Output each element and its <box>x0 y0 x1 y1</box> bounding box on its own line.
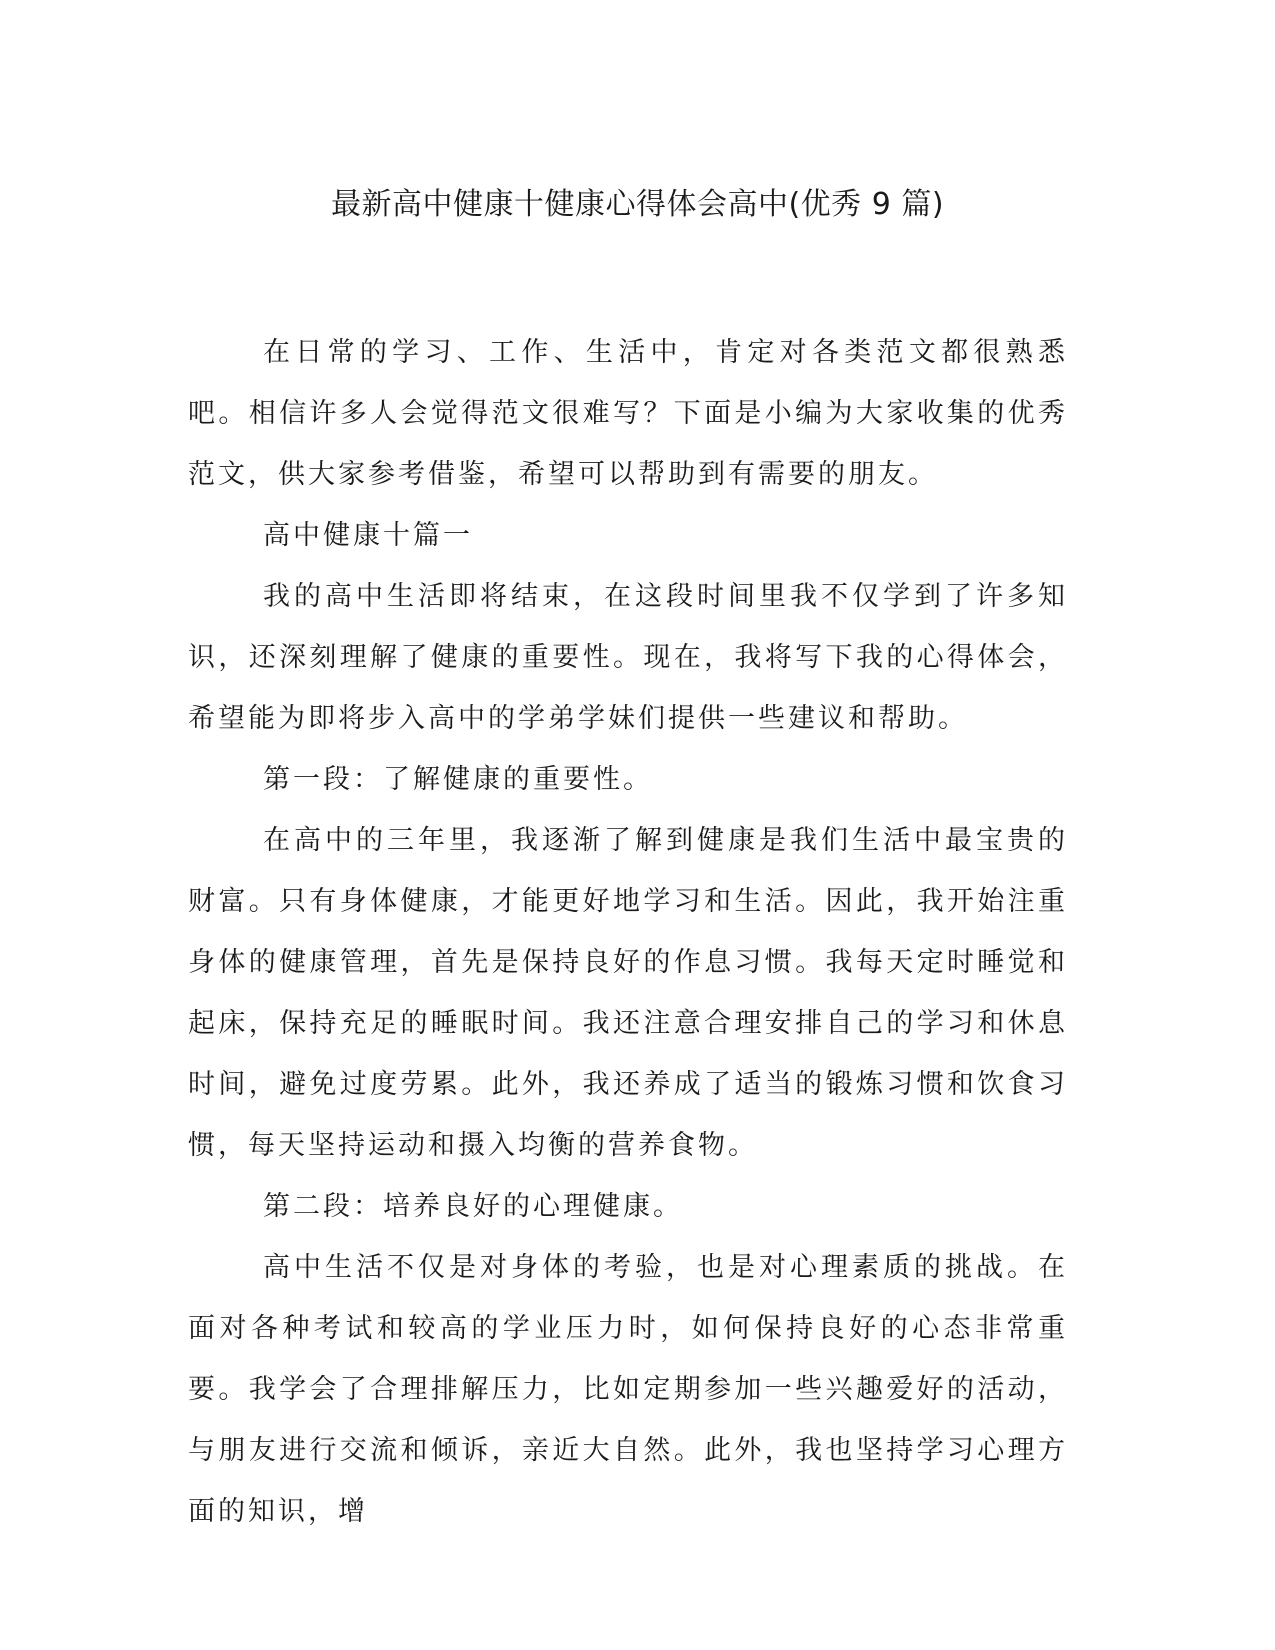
intro-paragraph: 在日常的学习、工作、生活中，肯定对各类范文都很熟悉吧。相信许多人会觉得范文很难写？下面是小编为大家收集的优秀范文，供大家参考借鉴，希望可以帮助到有需要的朋友。 <box>188 337 1068 490</box>
document-body <box>188 322 1068 1542</box>
document-title: 最新高中健康十健康心得体会高中(优秀 9 篇) <box>330 187 945 222</box>
section-heading: 高中健康十篇一 <box>263 520 473 551</box>
body-paragraph: 我的高中生活即将结束，在这段时间里我不仅学到了许多知识，还深刻理解了健康的重要性。现在，我将写下我的心得体会，希望能为即将步入高中的学弟学妹们提供一些建议和帮助。 <box>188 581 1068 734</box>
section-heading: 第二段：培养良好的心理健康。 <box>263 1191 683 1222</box>
body-paragraph: 在高中的三年里，我逐渐了解到健康是我们生活中最宝贵的财富。只有身体健康，才能更好地学习和生活。因此，我开始注重身体的健康管理，首先是保持良好的作息习惯。我每天定时睡觉和起床，保持充足的睡眠时间。我还注意合理安排自己的学习和休息时间，避免过度劳累。此外，我还养成了适当的锻炼习惯和饮食习惯，每天坚持运动和摄入均衡的营养食物。 <box>188 825 1068 1161</box>
body-paragraph: 高中生活不仅是对身体的考验，也是对心理素质的挑战。在面对各种考试和较高的学业压力时，如何保持良好的心态非常重要。我学会了合理排解压力，比如定期参加一些兴趣爱好的活动，与朋友进行交流和倾诉，亲近大自然。此外，我也坚持学习心理方面的知识，增 <box>188 1252 1068 1527</box>
section-heading: 第一段：了解健康的重要性。 <box>263 764 653 795</box>
